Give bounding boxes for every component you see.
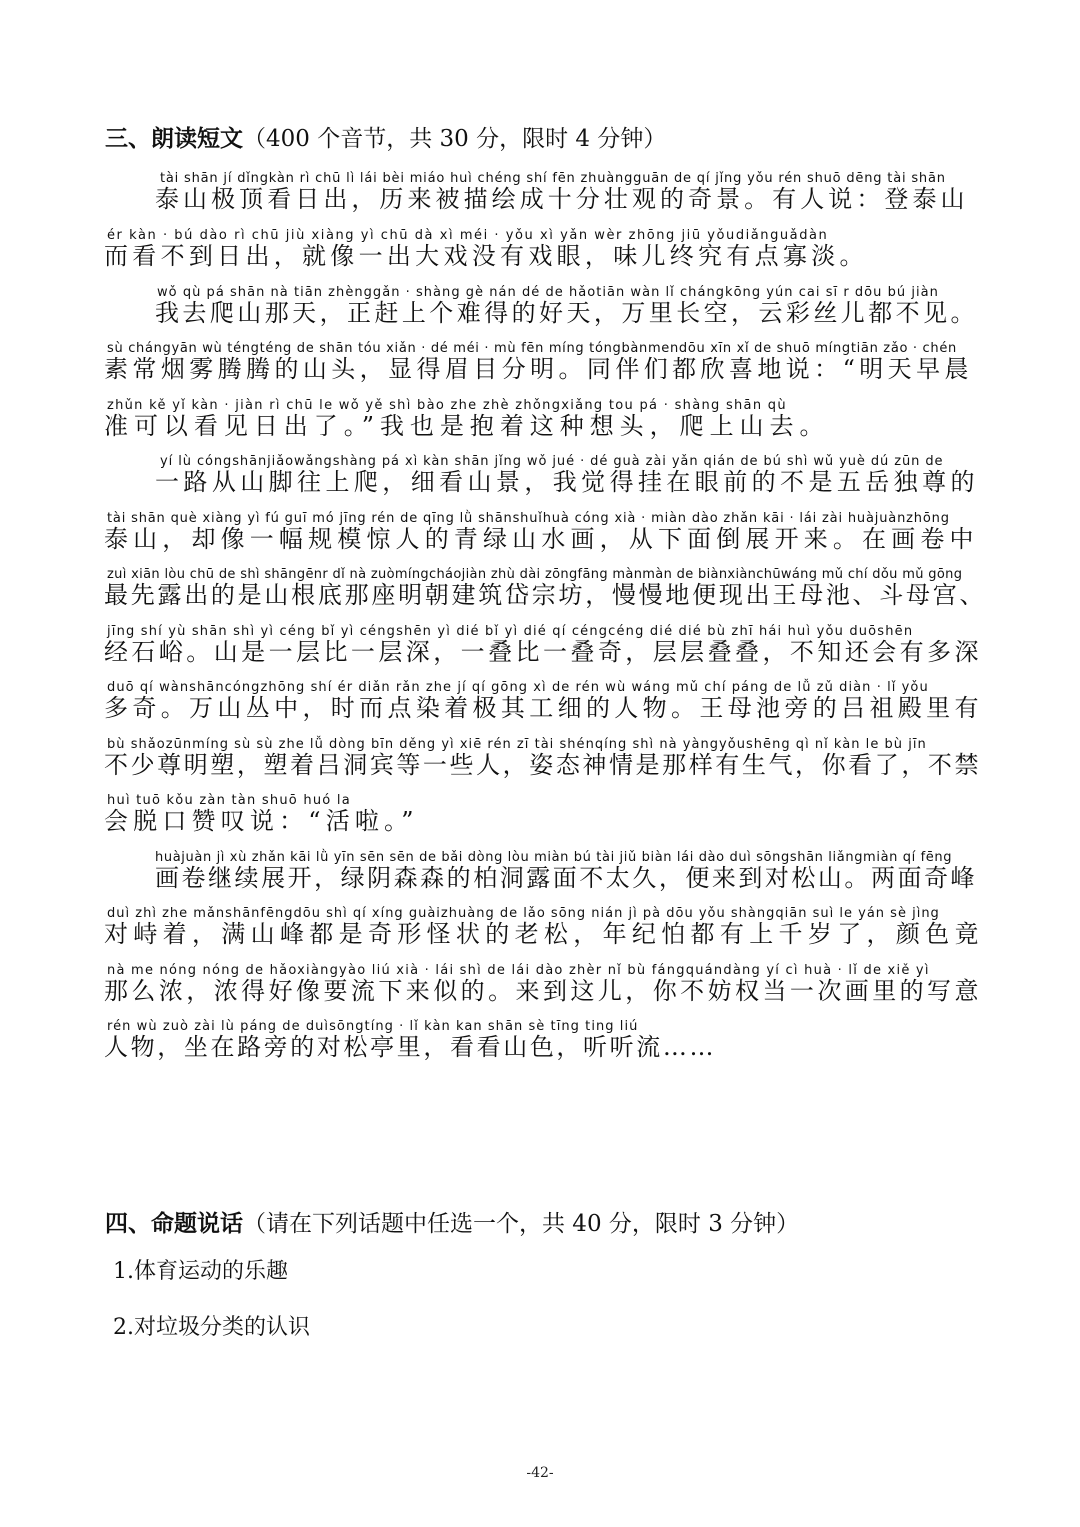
pinyin-line: sù chángyān wù téngténg de shān tóu xiǎn · dé méi · mù fēn míng tóngbànmendōu xīn xǐ de shuō míngtiān zǎo · chén [107,341,957,356]
topic-item: 1.体育运动的乐趣 [113,1259,288,1284]
section-three-instructions: （400 个音节，共 30 分，限时 4 分钟） [243,126,667,152]
text-line: 我去爬山那天，正赶上个难得的好天，万里长空，云彩丝儿都不见。 [155,299,978,327]
pinyin-line: ér kàn · bú dào rì chū jiù xiàng yì chū dà xì méi · yǒu xì yǎn wèr zhōng jiū yǒudiǎnguǎdàn [107,228,829,243]
pinyin-line: tài shān jí dǐngkàn rì chū lì lái bèi miáo huì chéng shí fēn zhuàngguān de qí jǐng yǒu rén shuō dēng tài shān [160,171,946,186]
pinyin-line: huàjuàn jì xù zhǎn kāi lǜ yīn sēn sēn de bǎi dòng lòu miàn bú tài jiǔ biàn lái dào duì sōngshān liǎngmiàn qí fēng [155,850,953,865]
pinyin-line: wǒ qù pá shān nà tiān zhènggǎn · shàng gè nán dé de hǎotiān wàn lǐ chángkōng yún cai sī r dōu bú jiàn [157,285,939,300]
pinyin-line: yí lù cóngshānjiǎowǎngshàng pá xì kàn shān jǐng wǒ jué · dé guà zài yǎn qián de bú shì wǔ yuè dú zūn de [160,454,944,469]
text-line: 那么浓，浓得好像要流下来似的。来到这儿，你不妨权当一次画里的写意 [104,977,982,1005]
text-line: 泰山极顶看日出，历来被描绘成十分壮观的奇景。有人说：登泰山 [155,185,969,213]
topic-item: 2.对垃圾分类的认识 [113,1315,310,1340]
text-line: 经石峪。山是一层比一层深，一叠比一叠奇，层层叠叠，不知还会有多深 [104,638,982,666]
pinyin-line: zuì xiān lòu chū de shì shāngēnr dǐ nà zuòmíngcháojiàn zhù dài zōngfāng mànmàn de biànxiànchūwáng mǔ chí dǒu mǔ gōng [107,567,963,582]
pinyin-line: zhǔn kě yǐ kàn · jiàn rì chū le wǒ yě shì bào zhe zhè zhǒngxiǎng tou pá · shàng shān qù [107,398,787,413]
pinyin-line: nà me nóng nóng de hǎoxiàngyào liú xià · lái shì de lái dào zhèr nǐ bù fángquándàng yí cì huà · lǐ de xiě yì [107,963,930,978]
section-four-instructions: （请在下列话题中任选一个，共 40 分，限时 3 分钟） [243,1211,800,1237]
text-line: 会脱口赞叹说：“活啦。” [104,807,419,835]
text-line: 对峙着，满山峰都是奇形怪状的老松，年纪怕都有上千岁了，颜色竟 [104,920,984,948]
pinyin-line: huì tuō kǒu zàn tàn shuō huó la [107,793,351,808]
text-line: 准可以看见日出了。”我也是抱着这种想头，爬上山去。 [104,412,830,440]
pinyin-line: tài shān què xiàng yì fú guī mó jīng rén de qīng lǜ shānshuǐhuà cóng xià · miàn dào zhǎn kāi · lái zài huàjuànzhōng [107,511,950,526]
text-line: 画卷继续展开，绿阴森森的柏洞露面不太久，便来到对松山。两面奇峰 [155,864,978,892]
section-three-heading: 三、朗读短文 [105,126,243,152]
text-line: 最先露出的是山根底那座明朝建筑岱宗坊，慢慢地便现出王母池、斗母宫、 [104,581,987,609]
text-line: 不少尊明塑，塑着吕洞宾等一些人，姿态神情是那样有生气，你看了，不禁 [104,751,982,779]
section-four-title [105,1205,799,1238]
section-four-heading: 四、命题说话 [105,1211,243,1237]
pinyin-line: bù shǎozūnmíng sù sù zhe lǚ dòng bīn děng yì xiē rén zī tài shénqíng shì nà yàngyǒushēng qì nǐ kàn le bù jīn [107,737,927,752]
text-line: 人物，坐在路旁的对松亭里，看看山色，听听流…… [104,1033,717,1061]
text-line: 而看不到日出，就像一出大戏没有戏眼，味儿终究有点寡淡。 [104,242,868,270]
text-line: 多奇。万山丛中，时而点染着极其工细的人物。王母池旁的吕祖殿里有 [104,694,983,722]
pinyin-line: duō qí wànshāncóngzhōng shí ér diǎn rǎn zhe jí qí gōng xì de rén wù wáng mǔ chí páng de lǚ zǔ diàn · lǐ yǒu [107,680,929,695]
page-number: -42- [526,1465,554,1481]
pinyin-line: duì zhì zhe mǎnshānfēngdōu shì qí xíng guàizhuàng de lǎo sōng nián jì pà dōu yǒu shàngqiān suì le yán sè jìng [107,906,940,921]
pinyin-line: jīng shí yù shān shì yì céng bǐ yì céngshēn yì dié bǐ yì dié qí céngcéng dié dié bù zhī hái huì yǒu duōshēn [107,624,914,639]
pinyin-line: rén wù zuò zài lù páng de duìsōngtíng · lǐ kàn kan shān sè tīng ting liú [107,1019,639,1034]
text-line: 素常烟雾腾腾的山头，显得眉目分明。同伴们都欣喜地说：“明天早晨 [104,355,973,383]
text-line: 泰山，却像一幅规模惊人的青绿山水画，从下面倒展开来。在画卷中 [104,525,979,553]
text-line: 一路从山脚往上爬，细看山景，我觉得挂在眼前的不是五岳独尊的 [155,468,979,496]
